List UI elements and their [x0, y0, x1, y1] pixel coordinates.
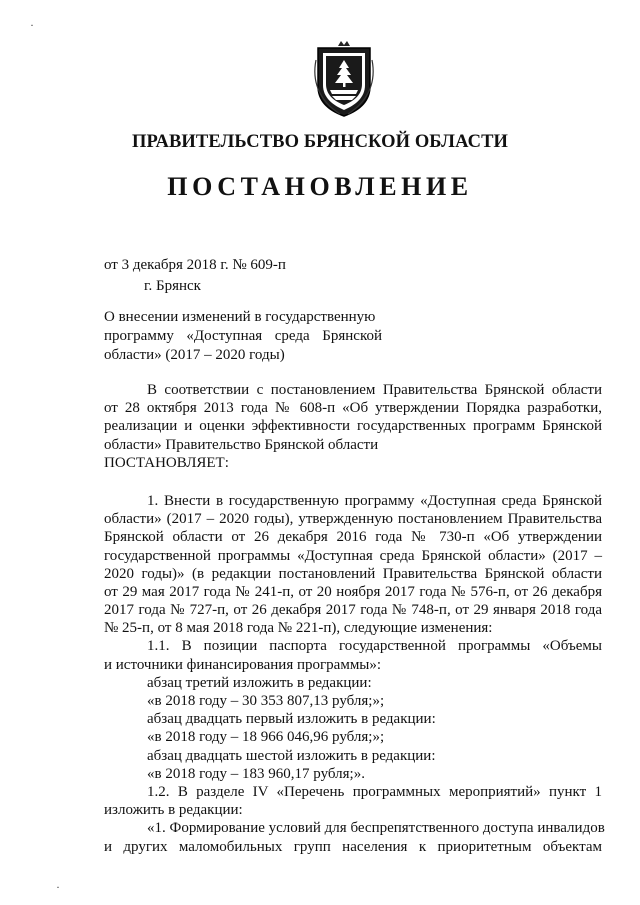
preamble-line: В соответствии с постановлением Правительства Брянской области — [147, 382, 602, 398]
scan-artifact: · — [30, 18, 34, 32]
body-line: Брянской области от 26 декабря 2016 года № 730-п «Об утверждении — [104, 529, 602, 546]
body-line: государственной программы «Доступная среда Брянской области» (2017 – — [104, 547, 602, 564]
body-line: абзац двадцать первый изложить в редакции: — [147, 711, 436, 728]
body-line: области» (2017 – 2020 годы), утвержденную постановлением Правительства — [104, 511, 602, 528]
body-line: абзац двадцать шестой изложить в редакции: — [147, 747, 436, 764]
body-line: абзац третий изложить в редакции: — [147, 674, 372, 691]
body-line: и других маломобильных групп населения к приоритетным объектам — [104, 838, 602, 855]
body-line: 1.2. В разделе IV «Перечень программных мероприятий» пункт 1 — [147, 783, 602, 800]
body-line: от 29 мая 2017 года № 241-п, от 20 ноября 2017 года № 576-п, от 26 декабря — [104, 583, 602, 600]
body-line: «в 2018 году – 18 966 046,96 рубля;»; — [147, 729, 385, 746]
preamble-line: области» Правительство Брянской области — [104, 436, 379, 453]
subject-line: области» (2017 – 2020 годы) — [104, 347, 285, 363]
document-subject — [104, 308, 394, 365]
document-date-number: от 3 декабря 2018 г. № 609-п — [104, 257, 286, 273]
body-line: 2017 года № 727-п, от 26 декабря 2017 года № 748-п, от 29 января 2018 года — [104, 602, 602, 619]
preamble-line: от 28 октября 2013 года № 608-п «Об утверждении Порядка разработки, — [104, 400, 602, 417]
document-body — [104, 381, 605, 856]
document-type-heading: ПОСТАНОВЛЕНИЕ — [167, 172, 473, 201]
body-line: «1. Формирование условий для беспрепятственного доступа инвалидов — [147, 820, 605, 837]
resolves-word: ПОСТАНОВЛЯЕТ: — [104, 454, 229, 471]
coat-of-arms-icon — [312, 40, 376, 118]
preamble-line: реализации и оценки эффективности государственных программ Брянской — [104, 418, 602, 435]
body-line: «в 2018 году – 183 960,17 рубля;». — [147, 765, 365, 782]
subject-line: О внесении изменений в государственную — [104, 309, 376, 325]
body-line: «в 2018 году – 30 353 807,13 рубля;»; — [147, 693, 385, 709]
body-line: № 25-п, от 8 мая 2018 года № 221-п), следующие изменения: — [104, 620, 493, 637]
body-line: 1. Внести в государственную программу «Доступная среда Брянской — [147, 492, 602, 509]
body-line: 2020 годы)» (в редакции постановлений Правительства Брянской области — [104, 565, 602, 582]
scan-artifact: · — [56, 880, 60, 894]
subject-line: программу «Доступная среда Брянской — [104, 328, 382, 344]
document-city: г. Брянск — [144, 278, 201, 294]
body-line: 1.1. В позиции паспорта государственной программы «Объемы — [147, 638, 602, 655]
body-line: изложить в редакции: — [104, 802, 243, 819]
body-line: и источники финансирования программы»: — [104, 656, 382, 673]
government-title: ПРАВИТЕЛЬСТВО БРЯНСКОЙ ОБЛАСТИ — [131, 132, 508, 152]
